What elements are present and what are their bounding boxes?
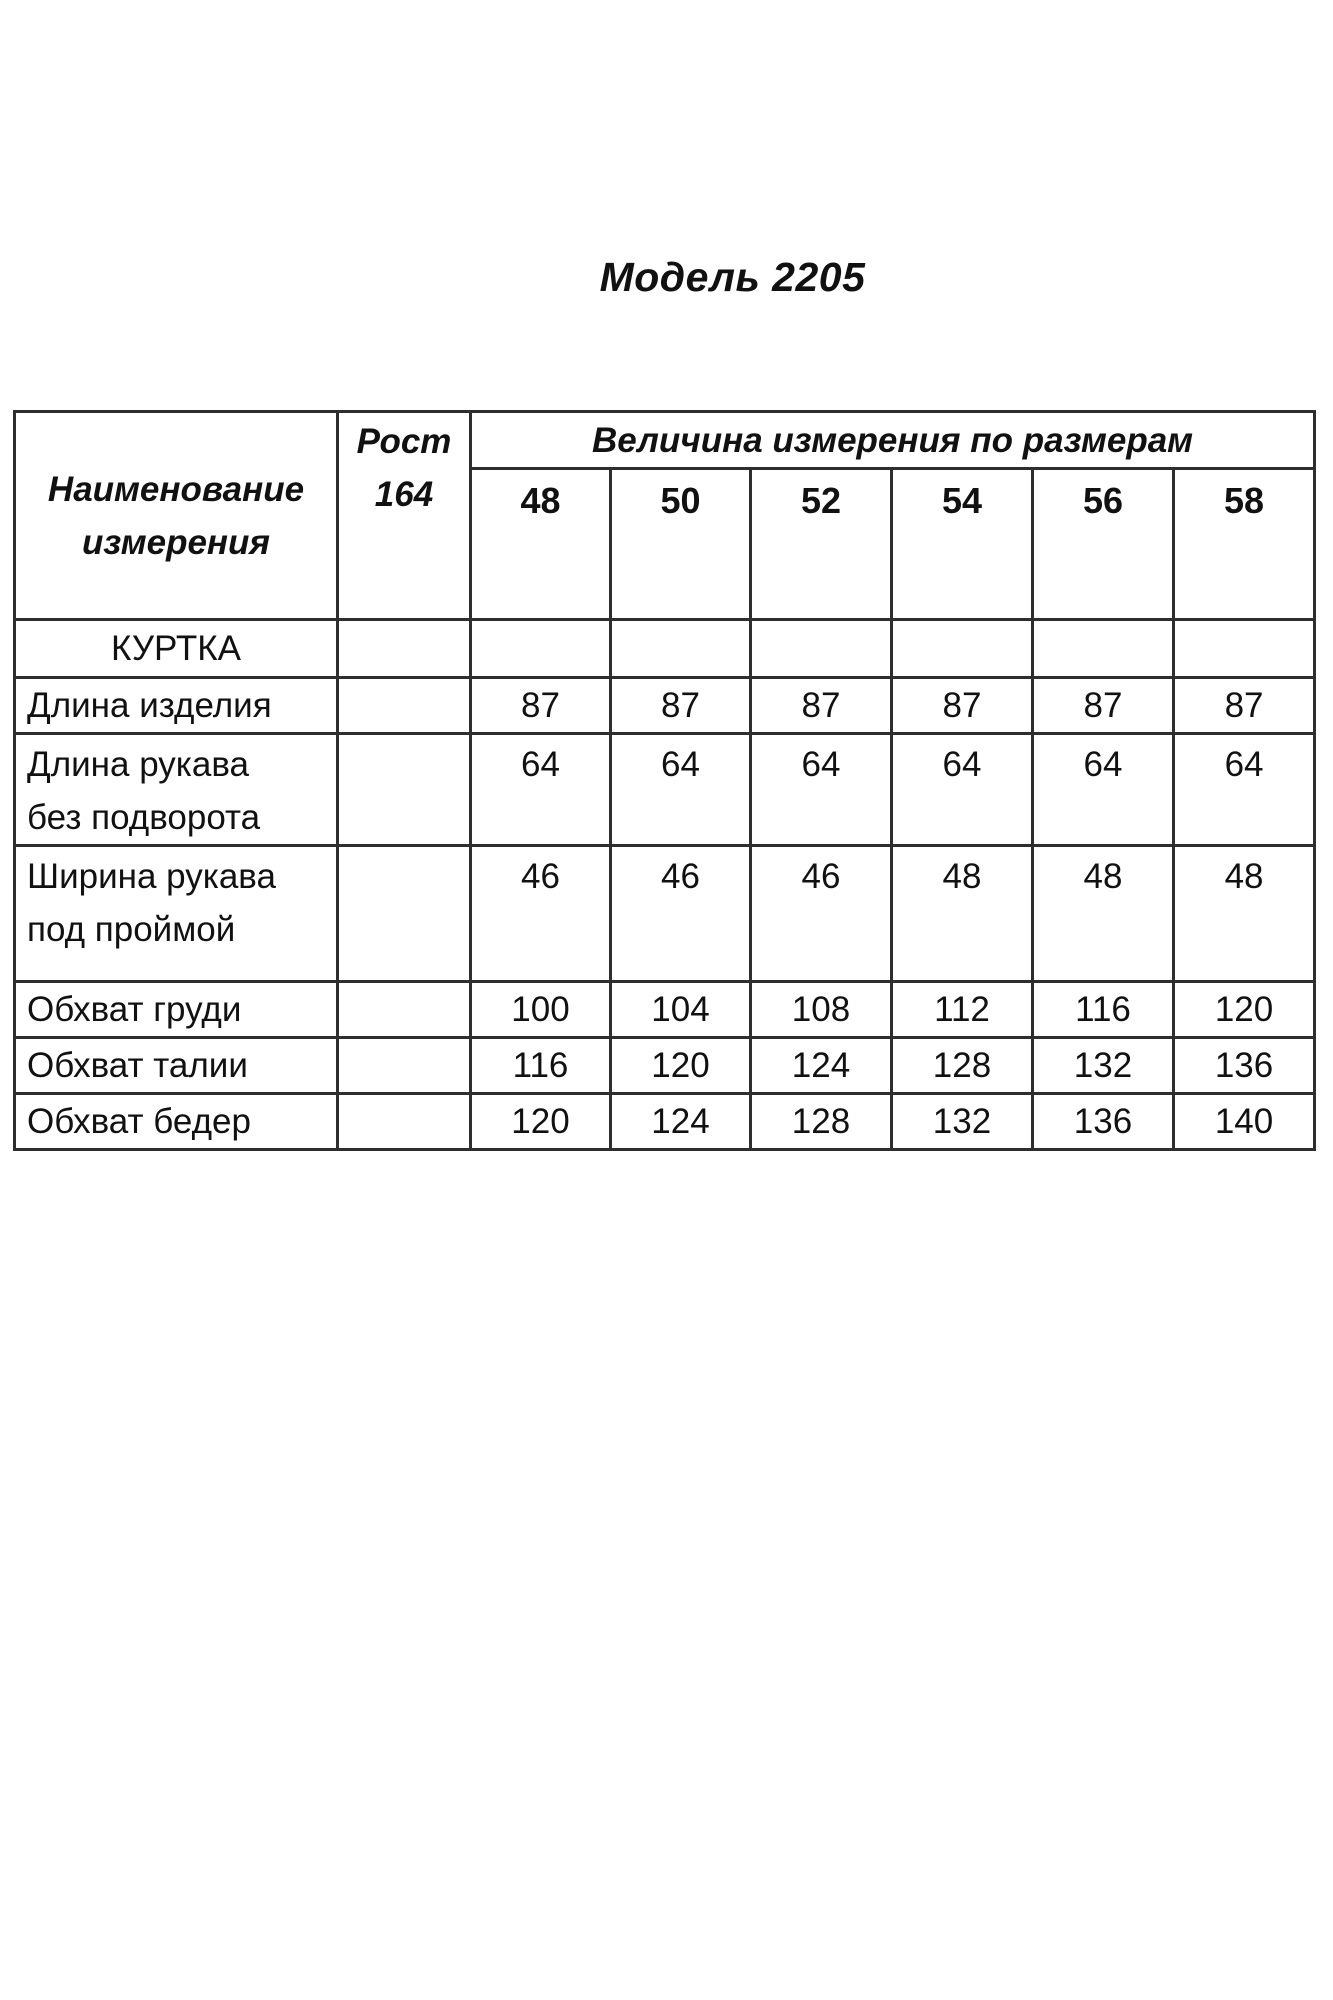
empty-cell	[338, 734, 471, 846]
empty-cell	[338, 678, 471, 734]
table-row-product-length	[15, 678, 1315, 734]
empty-cell	[338, 620, 471, 678]
value-cell: 87	[471, 678, 611, 734]
header-height-label: Рост	[356, 422, 452, 461]
value-cell: 48	[892, 846, 1033, 982]
size-header-50: 50	[611, 469, 751, 620]
size-header-54: 54	[892, 469, 1033, 620]
row-label	[15, 846, 338, 982]
size-header-56: 56	[1033, 469, 1174, 620]
empty-cell	[751, 620, 892, 678]
value-cell: 100	[471, 982, 611, 1038]
section-row-jacket	[15, 620, 1315, 678]
value-cell: 64	[751, 734, 892, 846]
header-row-group	[15, 412, 1315, 469]
value-cell: 87	[1174, 678, 1315, 734]
row-label	[15, 678, 338, 734]
value-cell: 124	[751, 1038, 892, 1094]
value-cell: 128	[892, 1038, 1033, 1094]
value-cell: 116	[1033, 982, 1174, 1038]
value-cell: 64	[471, 734, 611, 846]
value-cell: 48	[1033, 846, 1174, 982]
value-cell: 48	[1174, 846, 1315, 982]
header-sizes-group: Величина измерения по размерам	[471, 412, 1315, 469]
table-row-waist	[15, 1038, 1315, 1094]
section-label: КУРТКА	[15, 620, 338, 678]
size-header-58: 58	[1174, 469, 1315, 620]
header-measurement-name-line1: Наименование	[47, 469, 305, 509]
empty-cell	[892, 620, 1033, 678]
value-cell: 132	[1033, 1038, 1174, 1094]
empty-cell	[611, 620, 751, 678]
row-label-line: под проймой	[27, 910, 236, 949]
empty-cell	[338, 982, 471, 1038]
header-measurement-name-line2: измерения	[81, 522, 271, 562]
row-label	[15, 734, 338, 846]
empty-cell	[1033, 620, 1174, 678]
value-cell: 64	[1033, 734, 1174, 846]
row-label-line: Длина рукава	[27, 745, 249, 784]
row-label-line: Обхват груди	[27, 990, 242, 1029]
value-cell: 128	[751, 1094, 892, 1150]
value-cell: 112	[892, 982, 1033, 1038]
value-cell: 87	[892, 678, 1033, 734]
value-cell: 124	[611, 1094, 751, 1150]
row-label-line: Ширина рукава	[27, 857, 276, 896]
table-row-sleeve-width	[15, 846, 1315, 982]
value-cell: 64	[892, 734, 1033, 846]
row-label-line: Обхват талии	[27, 1046, 248, 1085]
row-label-line: Обхват бедер	[27, 1102, 251, 1141]
empty-cell	[338, 846, 471, 982]
value-cell: 87	[1033, 678, 1174, 734]
value-cell: 64	[611, 734, 751, 846]
empty-cell	[1174, 620, 1315, 678]
value-cell: 136	[1174, 1038, 1315, 1094]
table-row-sleeve-length	[15, 734, 1315, 846]
header-height-value: 164	[374, 475, 434, 514]
value-cell: 116	[471, 1038, 611, 1094]
value-cell: 132	[892, 1094, 1033, 1150]
size-header-52: 52	[751, 469, 892, 620]
row-label-line: без подворота	[27, 798, 261, 837]
value-cell: 46	[471, 846, 611, 982]
header-height-164	[338, 412, 471, 620]
row-label	[15, 1038, 338, 1094]
value-cell: 87	[751, 678, 892, 734]
value-cell: 120	[611, 1038, 751, 1094]
value-cell: 46	[611, 846, 751, 982]
empty-cell	[338, 1038, 471, 1094]
row-label-line: Длина изделия	[27, 686, 272, 725]
table-row-hips	[15, 1094, 1315, 1150]
header-measurement-name	[15, 412, 338, 620]
size-header-48: 48	[471, 469, 611, 620]
document-title: Модель 2205	[599, 254, 866, 300]
table-row-chest	[15, 982, 1315, 1038]
empty-cell	[338, 1094, 471, 1150]
value-cell: 87	[611, 678, 751, 734]
value-cell: 46	[751, 846, 892, 982]
value-cell: 104	[611, 982, 751, 1038]
size-table	[13, 410, 1316, 1151]
row-label	[15, 982, 338, 1038]
row-label	[15, 1094, 338, 1150]
value-cell: 140	[1174, 1094, 1315, 1150]
value-cell: 120	[1174, 982, 1315, 1038]
value-cell: 108	[751, 982, 892, 1038]
value-cell: 64	[1174, 734, 1315, 846]
value-cell: 136	[1033, 1094, 1174, 1150]
value-cell: 120	[471, 1094, 611, 1150]
empty-cell	[471, 620, 611, 678]
